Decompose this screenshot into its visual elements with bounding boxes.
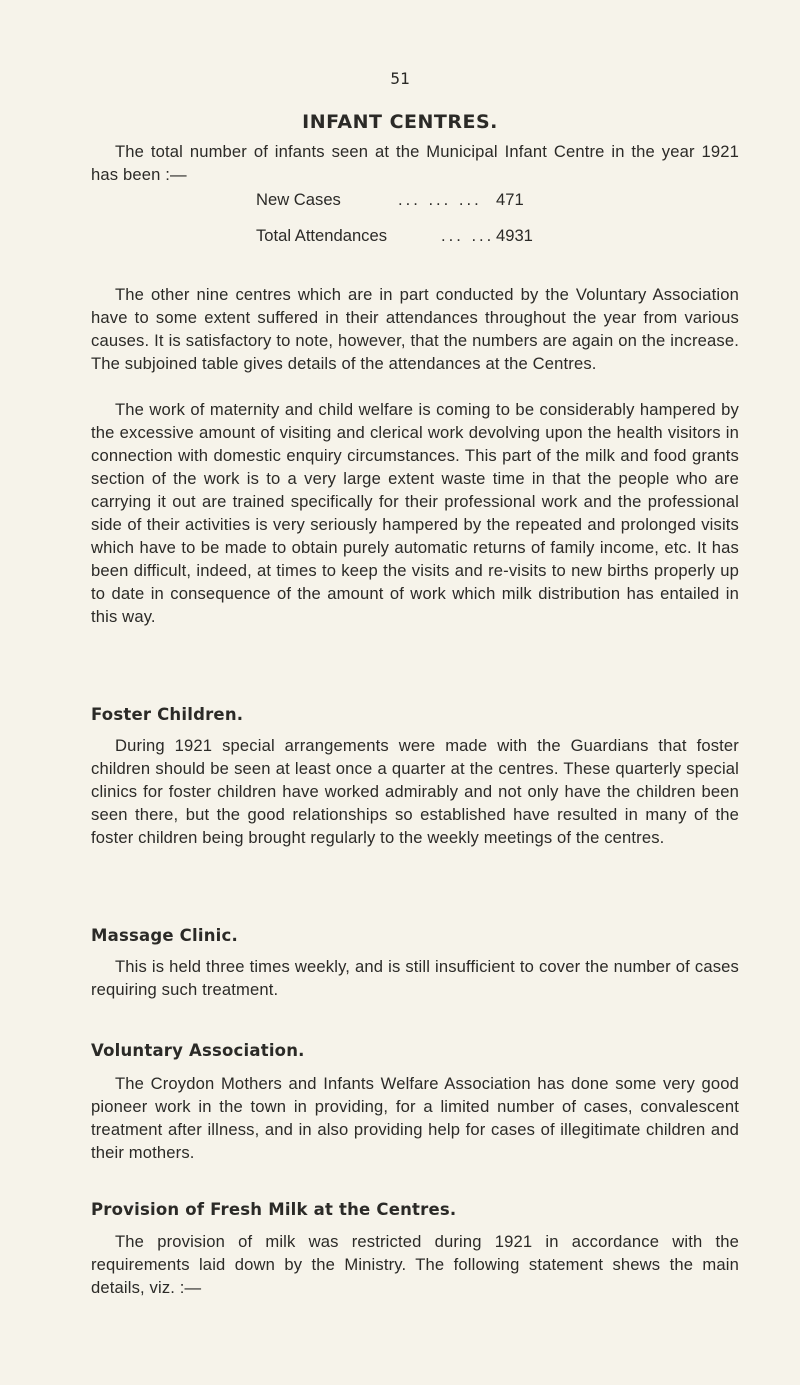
section-heading-massage-clinic: Massage Clinic. — [91, 926, 238, 945]
fresh-milk-paragraph: The provision of milk was restricted during 1921 in accordance with the requirements laid down by the Ministry. The following statement shews the main details, viz. :— — [91, 1232, 739, 1297]
section-heading-fresh-milk: Provision of Fresh Milk at the Centres. — [91, 1200, 457, 1219]
stat-value: 471 — [496, 190, 524, 209]
foster-children-paragraph: During 1921 special arrangements were made with the Guardians that foster children should be seen at least once a quarter at the centres. These quarterly special clinics for foster children have worked admirably and not only have the children been seen there, but the good relationships so established have resulted in many of the foster children being brought regularly to the weekly meetings of the centres. — [91, 736, 739, 847]
stat-leader-dots: ... ... ... — [398, 190, 482, 209]
maternity-welfare-paragraph: The work of maternity and child welfare is coming to be considerably hampered by the excessive amount of visiting and clerical work devolving upon the health visitors in connection with domestic enquiry circumstances. This part of the milk and food grants section of the work is to a very large extent waste time in that the people who are carrying it out are trained specifically for their professional work and the professional side of their activities is very seriously hampered by the repeated and prolonged visits which have to be made to obtain purely automatic returns of family income, etc. It has been difficult, indeed, at times to keep the visits and re-visits to new births properly up to date in consequence of the amount of work which milk distribution has entailed in this way. — [91, 400, 739, 626]
stat-leader-dots: ... ... — [441, 226, 495, 245]
page-number: 51 — [390, 69, 410, 88]
stat-label: Total Attendances — [256, 226, 387, 245]
section-heading-foster-children: Foster Children. — [91, 705, 244, 724]
infant-centres-intro: The total number of infants seen at the Municipal Infant Centre in the year 1921 has been :— — [91, 142, 739, 184]
stat-value: 4931 — [496, 226, 533, 245]
voluntary-association-paragraph: The Croydon Mothers and Infants Welfare Association has done some very good pioneer work in the town in providing, for a limited number of cases, convalescent treatment after illness, and in also providing help for cases of illegitimate children and their mothers. — [91, 1074, 739, 1162]
stat-label: New Cases — [256, 190, 341, 209]
stat-row-total-attendances — [256, 226, 576, 262]
massage-clinic-paragraph: This is held three times weekly, and is still insufficient to cover the number of cases requiring such treatment. — [91, 957, 739, 999]
voluntary-centres-paragraph: The other nine centres which are in part conducted by the Voluntary Association have to some extent suffered in their attendances throughout the year from various causes. It is satisfactory to note, however, that the numbers are again on the increase. The subjoined table gives details of the attendances at the Centres. — [91, 285, 739, 373]
stat-row-new-cases — [256, 190, 576, 226]
section-heading-voluntary-association: Voluntary Association. — [91, 1041, 305, 1060]
page-title: INFANT CENTRES. — [302, 111, 498, 133]
infant-stats-table — [256, 190, 576, 262]
